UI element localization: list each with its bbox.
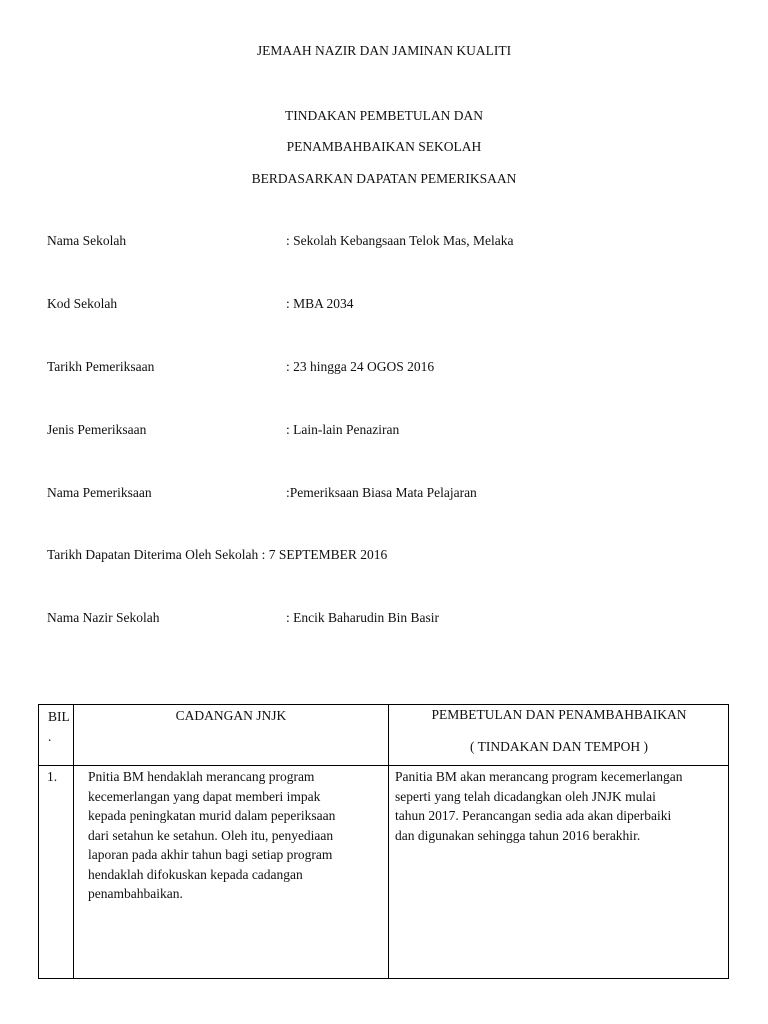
school-name-label: Nama Sekolah [47,233,127,248]
row-1-cadangan [88,767,386,904]
school-code-value: : MBA 2034 [286,296,354,311]
document-title-line-3: BERDASARKAN DAPATAN PEMERIKSAAN [251,171,517,186]
pembetulan-line: tahun 2017. Perancangan sedia ada akan diperbaiki [395,808,672,823]
header-bil [48,707,70,746]
row-1-bil: 1. [47,769,58,784]
header-cadangan: CADANGAN JNJK [175,708,287,723]
pembetulan-line: seperti yang telah dicadangkan oleh JNJK mulai [395,788,656,804]
organization-title: JEMAAH NAZIR DAN JAMINAN KUALITI [256,43,512,58]
cadangan-line: kecemerlangan yang dapat memberi impak [88,788,321,804]
findings-received-row [47,547,387,563]
school-nazir-value: : Encik Baharudin Bin Basir [286,610,439,625]
findings-received-label: Tarikh Dapatan Diterima Oleh Sekolah [47,547,259,562]
inspection-type-value: : Lain-lain Penaziran [286,422,400,437]
pembetulan-line: dan digunakan sehingga tahun 2016 berakhir. [395,827,641,843]
cadangan-line: dari setahun ke setahun. Oleh itu, penyediaan [88,827,334,843]
inspection-date-label: Tarikh Pemeriksaan [47,359,155,374]
inspection-date-value: : 23 hingga 24 OGOS 2016 [286,359,435,374]
header-pembetulan-line-2: ( TINDAKAN DAN TEMPOH ) [470,739,648,754]
cadangan-line: Pnitia BM hendaklah merancang program [88,769,315,784]
inspection-name-value: :Pemeriksaan Biasa Mata Pelajaran [286,485,477,500]
header-pembetulan-line-1: PEMBETULAN DAN PENAMBAHBAIKAN [431,707,687,722]
inspection-name-label: Nama Pemeriksaan [47,485,152,500]
school-nazir-label: Nama Nazir Sekolah [47,610,160,625]
cadangan-line: kepada peningkatan murid dalam peperiksaan [88,808,336,823]
school-name-value: : Sekolah Kebangsaan Telok Mas, Melaka [286,233,514,248]
header-bil-dot: . [48,728,52,744]
table-divider [39,765,728,766]
table-divider [73,705,74,978]
row-1-pembetulan [395,767,728,845]
header-bil-text: BIL [48,709,70,724]
cadangan-line: laporan pada akhir tahun bagi setiap program [88,847,333,862]
findings-received-value: : 7 SEPTEMBER 2016 [261,547,388,562]
pembetulan-line: Panitia BM akan merancang program kecemerlangan [395,769,683,784]
inspection-type-label: Jenis Pemeriksaan [47,422,147,437]
document-title-line-2: PENAMBAHBAIKAN SEKOLAH [286,139,482,154]
cadangan-line: penambahbaikan. [88,886,183,901]
corrective-action-table [38,704,729,979]
school-code-label: Kod Sekolah [47,296,118,311]
cadangan-line: hendaklah difokuskan kepada cadangan [88,866,303,882]
document-title-line-1: TINDAKAN PEMBETULAN DAN [285,108,483,123]
